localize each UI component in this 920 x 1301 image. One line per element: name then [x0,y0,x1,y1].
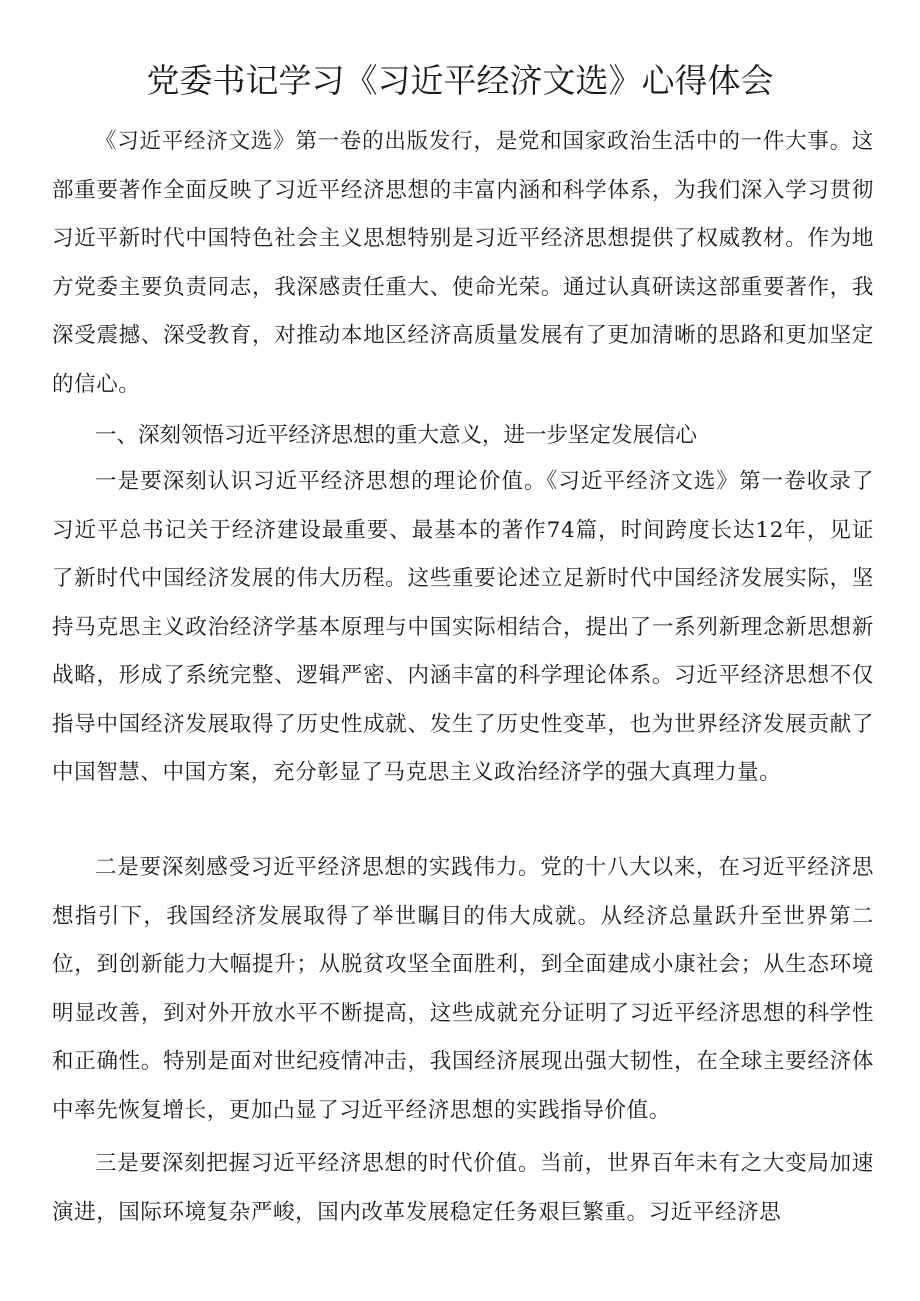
body-paragraph: 二是要深刻感受习近平经济思想的实践伟力。党的十八大以来，在习近平经济思想指引下，我国经济发展取得了举世瞩目的伟大成就。从经济总量跃升至世界第二位，到创新能力大幅提升；从脱贫攻坚全面胜利，到全面建成小康社会；从生态环境明显改善，到对外开放水平不断提高，这些成就充分证明了习近平经济思想的科学性和正确性。特别是面对世纪疫情冲击，我国经济展现出强大韧性，在全球主要经济体中率先恢复增长，更加凸显了习近平经济思想的实践指导价值。 [52,855,874,1123]
page-title: 党委书记学习《习近平经济文选》心得体会 [146,61,774,100]
intro-paragraph: 《习近平经济文选》第一卷的出版发行，是党和国家政治生活中的一件大事。这部重要著作全面反映了习近平经济思想的丰富内涵和科学体系，为我们深入学习贯彻习近平新时代中国特色社会主义思想特别是习近平经济思想提供了权威教材。作为地方党委主要负责同志，我深感责任重大、使命光荣。通过认真研读这部重要著作，我深受震撼、深受教育，对推动本地区经济高质量发展有了更加清晰的思路和更加坚定的信心。 [52,129,874,397]
section-heading: 一、深刻领悟习近平经济思想的重大意义，进一步坚定发展信心 [95,423,698,448]
body-paragraph: 三是要深刻把握习近平经济思想的时代价值。当前，世界百年未有之大变局加速演进，国际环境复杂严峻，国内改革发展稳定任务艰巨繁重。习近平经济思 [52,1151,874,1225]
body-paragraph: 一是要深刻认识习近平经济思想的理论价值。《习近平经济文选》第一卷收录了习近平总书记关于经济建设最重要、最基本的著作74篇，时间跨度长达12年，见证了新时代中国经济发展的伟大历程。这些重要论述立足新时代中国经济发展实际，坚持马克思主义政治经济学基本原理与中国实际相结合，提出了一系列新理念新思想新战略，形成了系统完整、逻辑严密、内涵丰富的科学理论体系。习近平经济思想不仅指导中国经济发展取得了历史性成就、发生了历史性变革，也为世界经济发展贡献了中国智慧、中国方案，充分彰显了马克思主义政治经济学的强大真理力量。 [52,469,874,785]
